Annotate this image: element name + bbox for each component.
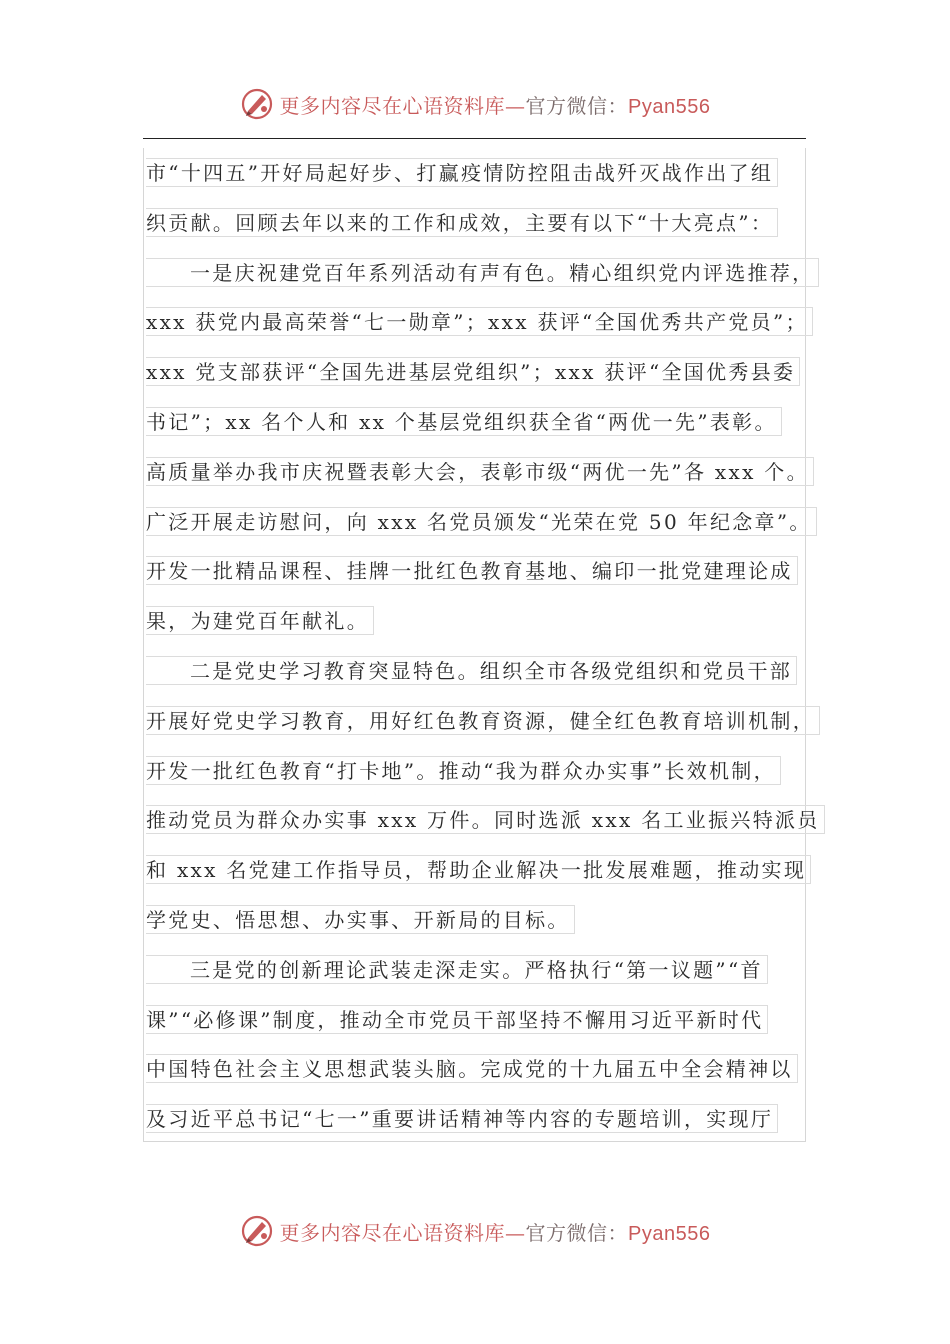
header-brand-dash: — (505, 93, 526, 118)
text-line-content: xxx 党支部获评“全国先进基层党组织”；xxx 获评“全国优秀县委 (146, 357, 800, 386)
text-line-content: 课”“必修课”制度，推动全市党员干部坚持不懈用习近平新时代 (146, 1005, 768, 1034)
document-body (143, 148, 843, 1144)
header-brand-text (280, 90, 711, 119)
footer-banner (0, 1211, 950, 1251)
text-line-content: 书记”；xx 名个人和 xx 个基层党组织获全省“两优一先”表彰。 (146, 407, 782, 436)
text-line-content: 一是庆祝建党百年系列活动有声有色。精心组织党内评选推荐， (146, 258, 819, 287)
text-line-content: 市“十四五”开好局起好步、打赢疫情防控阻击战歼灭战作出了组 (146, 158, 778, 187)
text-line-content: 二是党史学习教育突显特色。组织全市各级党组织和党员干部 (146, 656, 797, 685)
header-banner (0, 84, 950, 124)
text-line-content: 织贡献。回顾去年以来的工作和成效，主要有以下“十大亮点”： (146, 208, 778, 237)
text-line-content: 学党史、悟思想、办实事、开新局的目标。 (146, 905, 575, 934)
text-line (143, 995, 843, 1045)
text-line (143, 447, 843, 497)
text-line-content: 推动党员为群众办实事 xxx 万件。同时选派 xxx 名工业振兴特派员 (146, 805, 825, 834)
text-line (143, 397, 843, 447)
footer-brand-main: 更多内容尽在心语资料库 (279, 1220, 506, 1245)
header-brand-sub: 官方微信： (525, 93, 629, 118)
text-line-content: 三是党的创新理论武装走深走实。严格执行“第一议题”“首 (146, 955, 768, 984)
text-line-content: 和 xxx 名党建工作指导员，帮助企业解决一批发展难题，推动实现 (146, 855, 811, 884)
text-line-content: xxx 获党内最高荣誉“七一勋章”；xxx 获评“全国优秀共产党员”； (146, 307, 813, 336)
footer-brand-text (280, 1217, 711, 1246)
paragraph-start-line (143, 248, 843, 298)
text-line (143, 596, 843, 646)
text-line (143, 297, 843, 347)
header-brand-id: Pyan556 (628, 95, 711, 118)
text-line (143, 895, 843, 945)
text-line (143, 347, 843, 397)
footer-brand-dash: — (505, 1220, 526, 1245)
text-line-content: 及习近平总书记“七一”重要讲话精神等内容的专题培训，实现厅 (146, 1104, 778, 1133)
brand-logo-icon (240, 87, 274, 121)
text-line (143, 148, 843, 198)
text-line (143, 546, 843, 596)
text-line-content: 果，为建党百年献礼。 (146, 606, 374, 635)
text-line (143, 795, 843, 845)
brand-logo-icon (240, 1214, 274, 1248)
header-rule (143, 138, 806, 139)
text-line (143, 1094, 843, 1144)
text-line-content: 开发一批红色教育“打卡地”。推动“我为群众办实事”长效机制， (146, 756, 781, 785)
text-line (143, 497, 843, 547)
text-line (143, 696, 843, 746)
text-line (143, 1044, 843, 1094)
footer-brand-id: Pyan556 (628, 1222, 711, 1245)
footer-brand-sub: 官方微信： (525, 1220, 629, 1245)
paragraph-start-line (143, 945, 843, 995)
text-line (143, 845, 843, 895)
text-line (143, 198, 843, 248)
text-line-content: 开展好党史学习教育，用好红色教育资源，健全红色教育培训机制， (146, 706, 820, 735)
paragraph-start-line (143, 646, 843, 696)
text-line (143, 746, 843, 796)
text-line-content: 中国特色社会主义思想武装头脑。完成党的十九届五中全会精神以 (146, 1054, 798, 1083)
header-brand-main: 更多内容尽在心语资料库 (279, 93, 506, 118)
text-line-content: 高质量举办我市庆祝暨表彰大会，表彰市级“两优一先”各 xxx 个。 (146, 457, 814, 486)
text-line-content: 广泛开展走访慰问，向 xxx 名党员颁发“光荣在党 50 年纪念章”。 (146, 507, 817, 536)
text-line-content: 开发一批精品课程、挂牌一批红色教育基地、编印一批党建理论成 (146, 556, 798, 585)
